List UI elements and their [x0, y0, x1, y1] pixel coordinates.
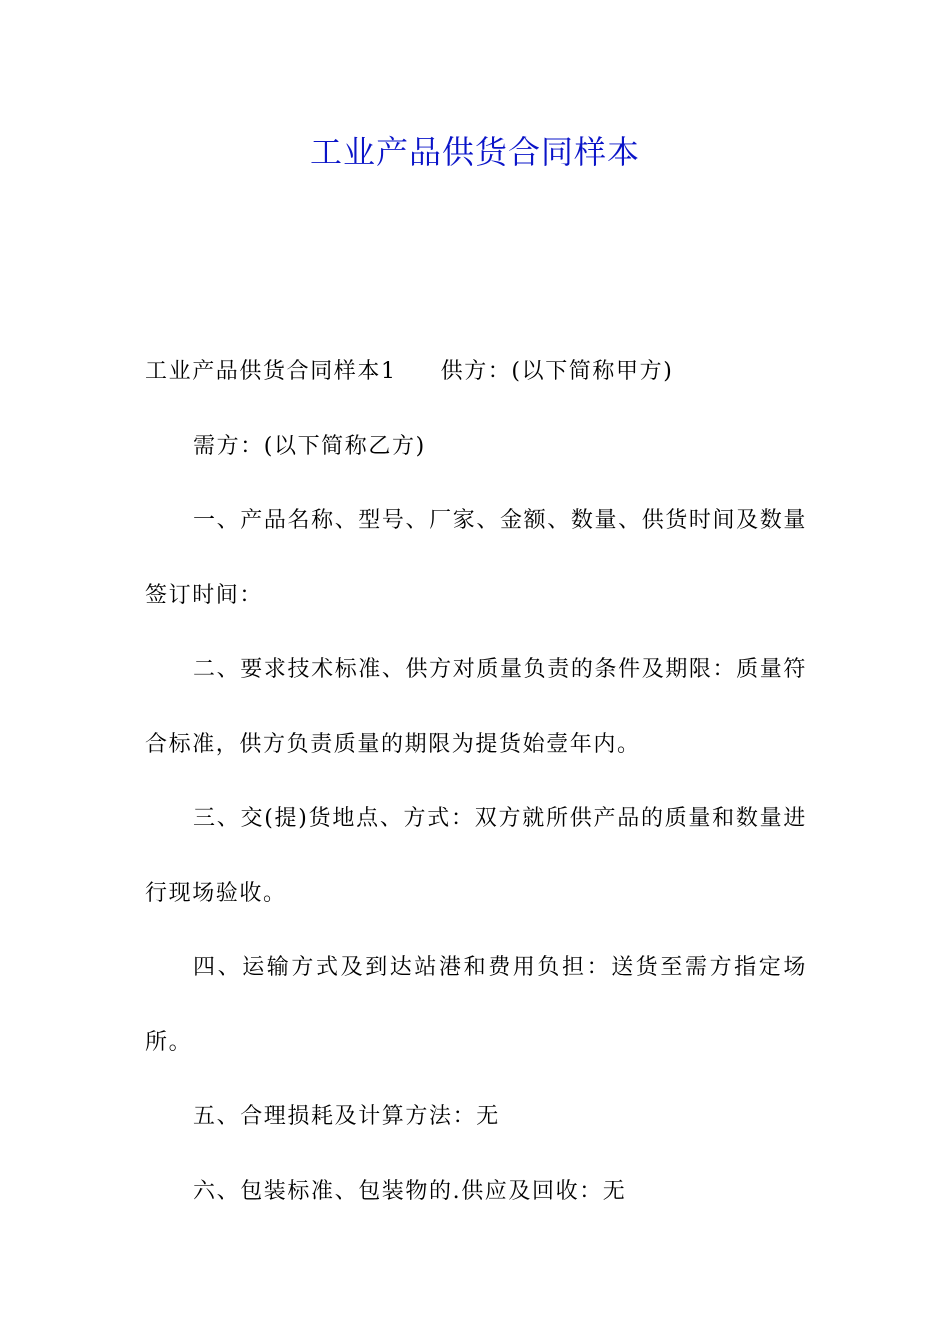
- document-body: [145, 335, 807, 1229]
- paragraph-clause-1: 一、产品名称、型号、厂家、金额、数量、供货时间及数量签订时间：: [145, 508, 807, 608]
- paragraph-clause-3: 三、交(提)货地点、方式：双方就所供产品的质量和数量进行现场验收。: [145, 806, 807, 906]
- paragraph-heading-line: [145, 335, 807, 410]
- paragraph-clause-5: 五、合理损耗及计算方法：无: [193, 1104, 500, 1129]
- paragraph-clause-6: 六、包装标准、包装物的.供应及回收：无: [193, 1178, 627, 1204]
- contract-sample-label: 工业产品供货合同样本1: [145, 359, 397, 384]
- supplier-label: 供方：(以下简称甲方): [440, 359, 674, 384]
- paragraph-clause-2: 二、要求技术标准、供方对质量负责的条件及期限：质量符合标准，供方负责质量的期限为提货始壹年内。: [145, 657, 807, 757]
- document-title: 工业产品供货合同样本: [309, 133, 640, 171]
- paragraph-buyer: 需方：(以下简称乙方): [193, 433, 426, 459]
- paragraph-clause-4: 四、运输方式及到达站港和费用负担：送货至需方指定场所。: [145, 955, 807, 1055]
